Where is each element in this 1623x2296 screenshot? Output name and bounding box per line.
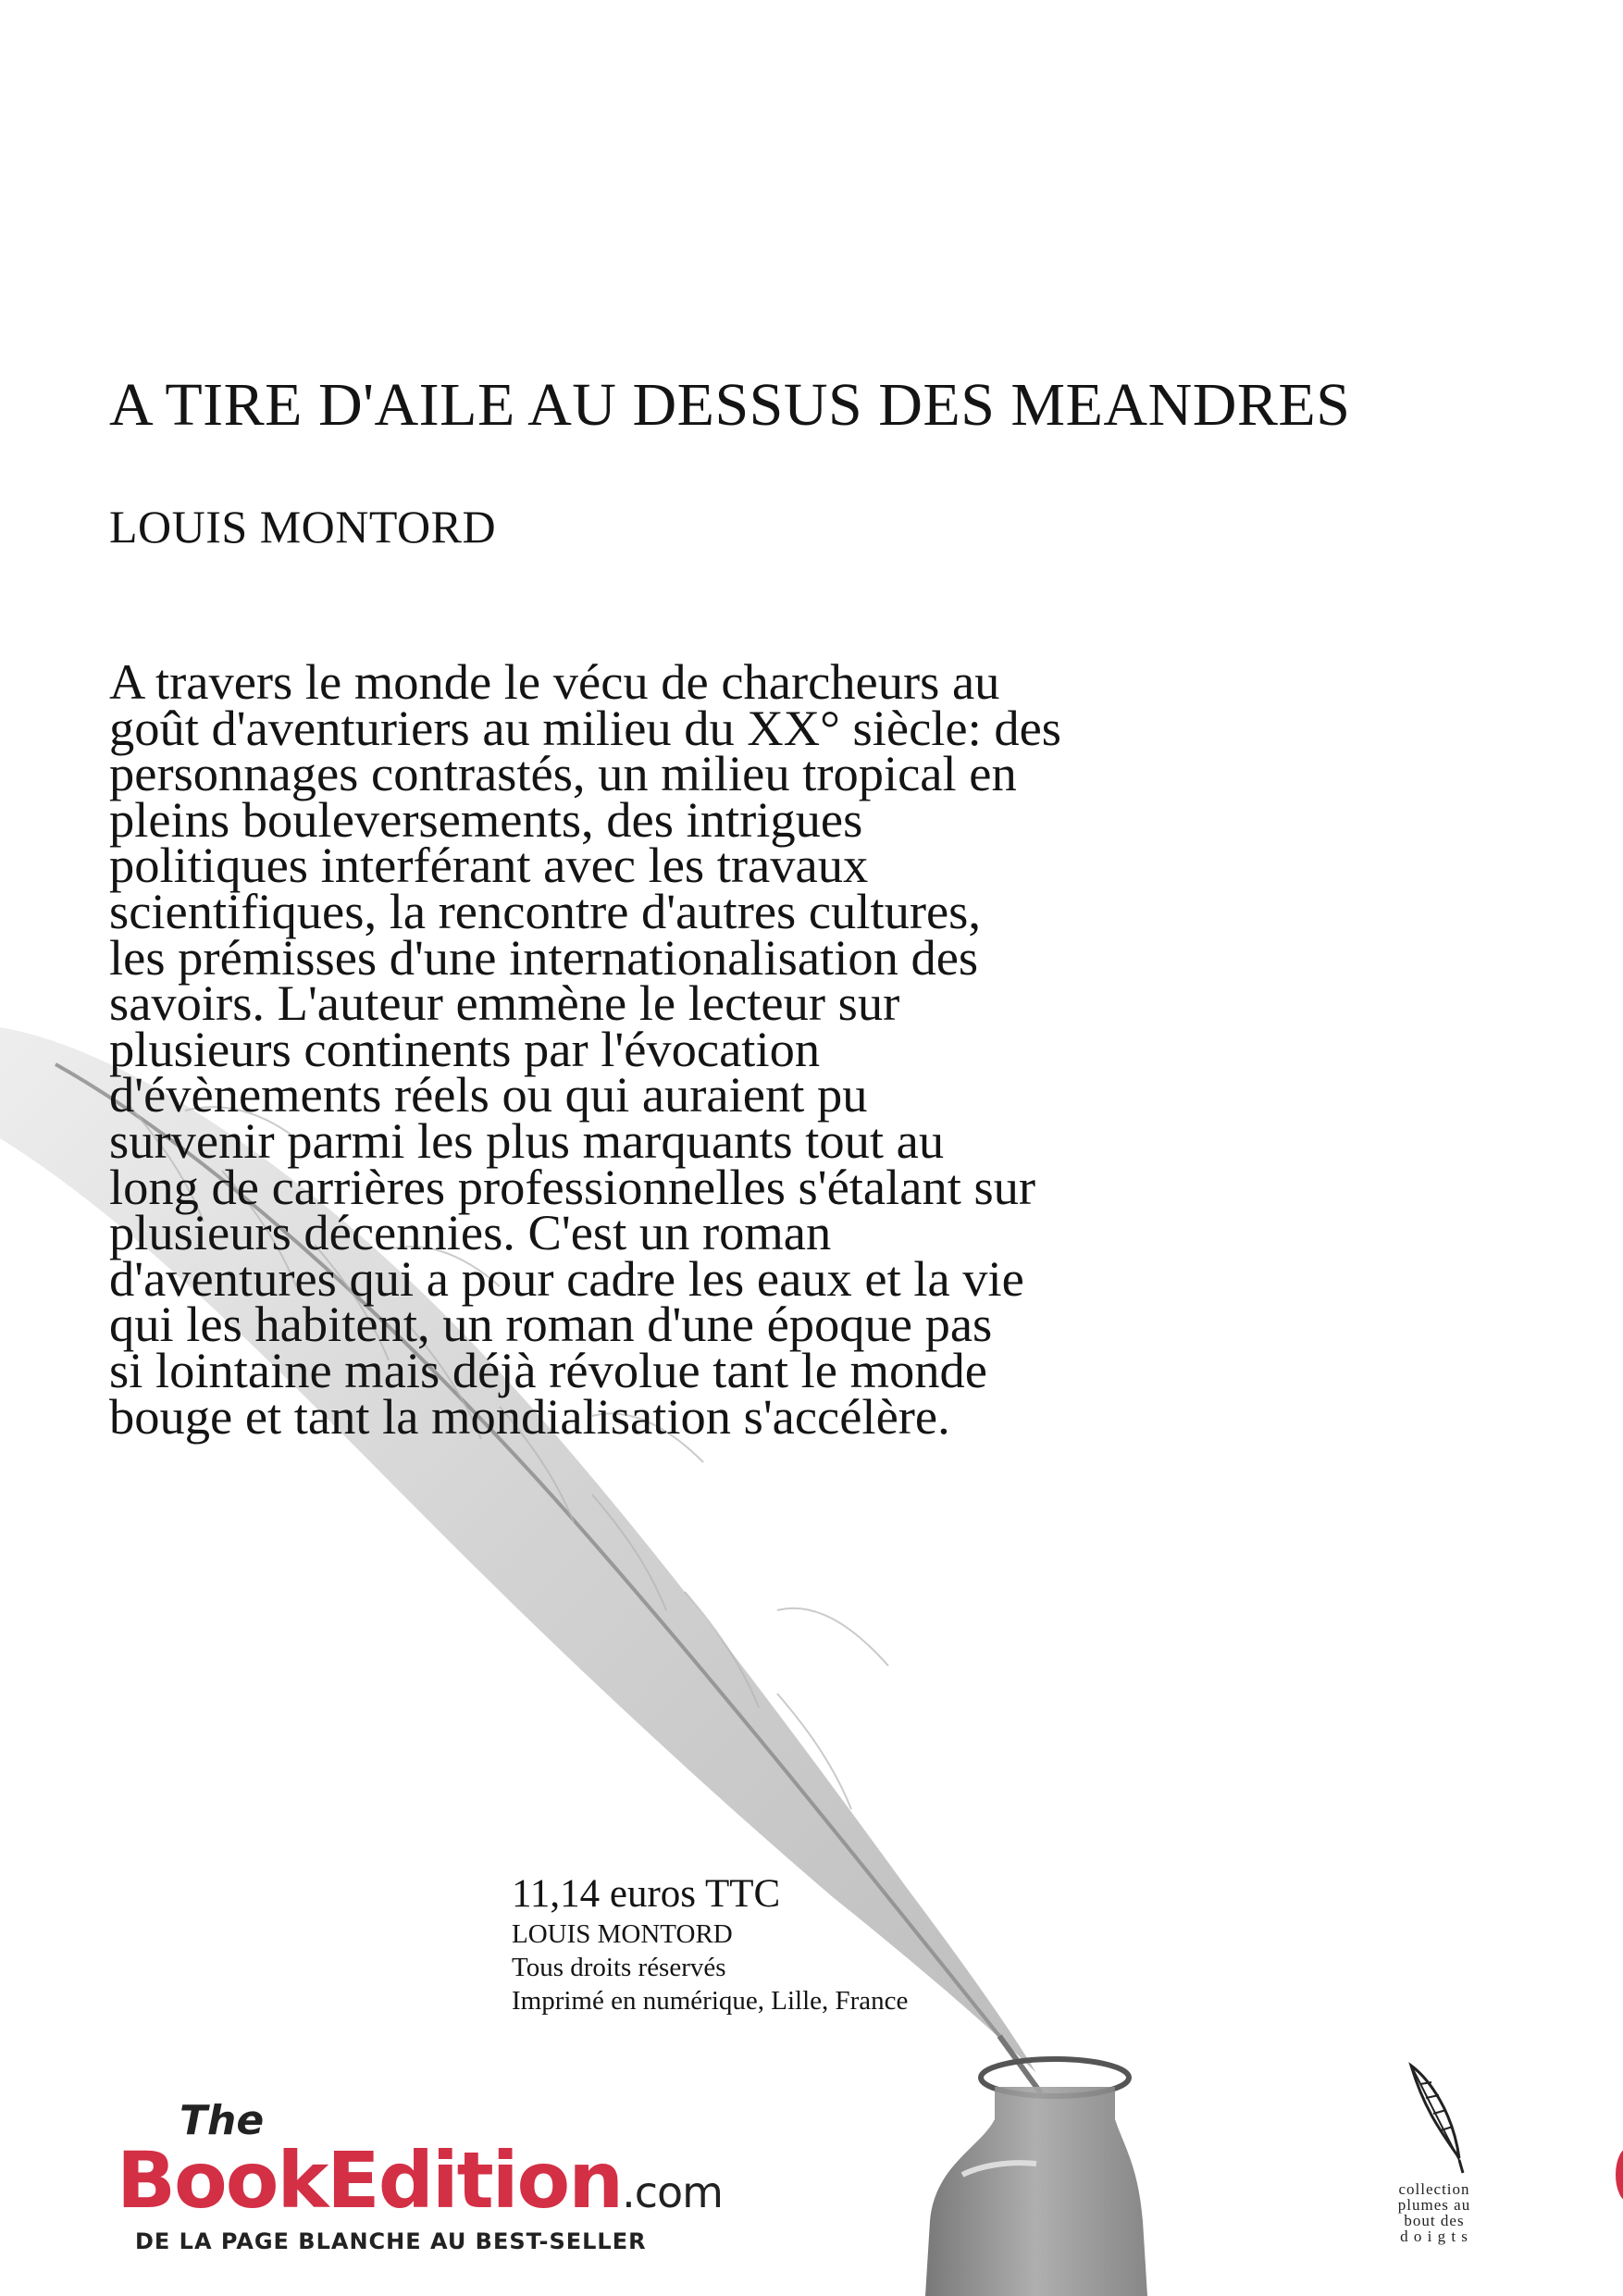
- summary-line: goût d'aventuriers au milieu du XX° siècle: des: [109, 699, 1062, 756]
- colophon-author: LOUIS MONTORD: [512, 1919, 733, 1949]
- summary-line: bouge et tant la mondialisation s'accélère.: [109, 1387, 950, 1445]
- summary-line: d'évènements réels ou qui auraient pu: [109, 1066, 868, 1123]
- price: 11,14 euros TTC: [512, 1872, 781, 1916]
- summary-line: si lointaine mais déjà révolue tant le monde: [109, 1341, 987, 1398]
- summary-line: politiques interférant avec les travaux: [109, 837, 869, 894]
- summary-line: plusieurs continents par l'évocation: [109, 1020, 821, 1077]
- summary-line: plusieurs décennies. C'est un roman: [109, 1204, 832, 1261]
- book-summary: [109, 653, 1257, 1445]
- summary-line: d'aventures qui a pour cadre les eaux et la vie: [109, 1249, 1024, 1307]
- colophon: [512, 1871, 908, 2017]
- summary-line: pleins bouleversements, des intrigues: [109, 790, 863, 848]
- summary-line: A travers le monde le vécu de charcheurs au: [109, 653, 1000, 710]
- collection-logo: [1379, 2056, 1490, 2244]
- summary-line: personnages contrastés, un milieu tropical en: [109, 745, 1017, 802]
- collection-line: d o i g t s: [1400, 2228, 1468, 2245]
- book-author: LOUIS MONTORD: [109, 501, 497, 552]
- brand-domain: .com: [622, 2167, 723, 2217]
- summary-line: les prémisses d'une internationalisation des: [109, 928, 979, 986]
- summary-line: scientifiques, la rencontre d'autres cultures,: [109, 882, 982, 939]
- printing-info: Imprimé en numérique, Lille, France: [512, 1986, 909, 2016]
- brand-tagline: DE LA PAGE BLANCHE AU BEST-SELLER: [135, 2228, 647, 2254]
- brand-the: The: [180, 2097, 265, 2144]
- summary-line: survenir parmi les plus marquants tout au: [109, 1111, 945, 1169]
- rights-notice: Tous droits réservés: [512, 1953, 726, 1982]
- summary-line: long de carrières professionnelles s'étalant sur: [109, 1158, 1036, 1215]
- summary-line: qui les habitent, un roman d'une époque pas: [109, 1296, 993, 1353]
- collection-line: plumes au: [1397, 2196, 1471, 2214]
- collection-line: bout des: [1404, 2212, 1465, 2229]
- collection-line: collection: [1398, 2180, 1470, 2198]
- summary-line: savoirs. L'auteur emmène le lecteur sur: [109, 974, 900, 1032]
- feather-icon: [1402, 2056, 1467, 2177]
- bookedition-logo: [117, 2097, 723, 2254]
- book-title: A TIRE D'AILE AU DESSUS DES MEANDRES: [109, 371, 1351, 439]
- brand-name: BookEdition: [117, 2135, 623, 2226]
